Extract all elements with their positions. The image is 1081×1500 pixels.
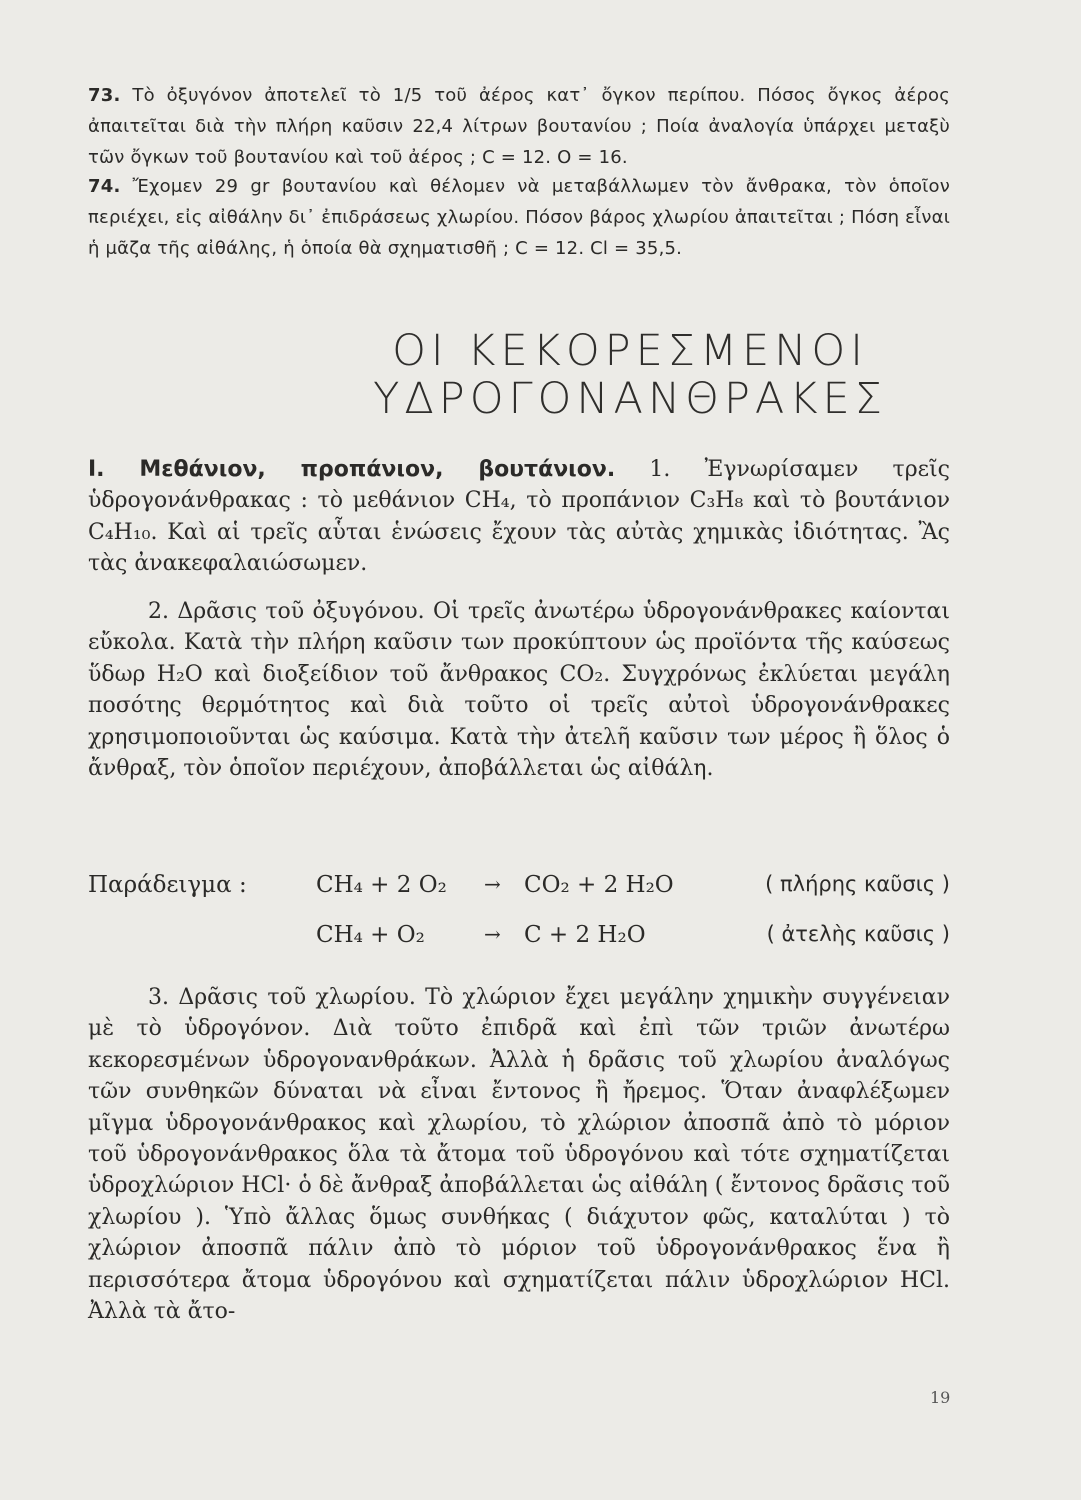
paragraph-text: 3. Δρᾶσις τοῦ χλωρίου. Τὸ χλώριον ἔχει μεγάλην χημικὴν συγγένειαν μὲ τὸ ὑδρογόνον. Διὰ τοῦτο ἐπιδρᾶ καὶ ἐπὶ τῶν τριῶν ἀνωτέρω κεκορεσμένων ὑδρογονανθράκων. Ἀλλὰ ἡ δρᾶσις τοῦ χλωρίου ἀναλόγως τῶν συνθηκῶν δύναται νὰ εἶναι ἔντονος ἢ ἤρεμος. Ὅταν ἀναφλέξωμεν μῖγμα ὑδρογονάνθρακος καὶ χλωρίου, τὸ χλώριον ἀποσπᾶ ἀπὸ τὸ μόριον τοῦ ὑδρογονάνθρακος ὅλα τὰ ἄτομα τοῦ ὑδρογόνου καὶ τότε σχηματίζεται ὑδροχλώριον HCl· ὁ δὲ ἄνθραξ ἀποβάλλεται ὡς αἰθάλη ( ἔντονος δρᾶσις τοῦ χλωρίου ). Ὑπὸ ἄλλας ὅμως συνθήκας ( διάχυτον φῶς, καταλύται ) τὸ χλώριον ἀποσπᾶ πάλιν ἀπὸ τὸ μόριον τοῦ ὑδρογονάνθρακος ἕνα ἢ περισσότερα ἄτομα ὑδρογόνου καὶ σχηματίζεται πάλιν ὑδροχλώριον HCl. Ἀλλὰ τὰ ἄτο-	[88, 985, 950, 1325]
equation-note: ( πλήρης καῦσις )	[765, 872, 950, 896]
equation-reactants: CH₄ + 2 O₂	[316, 872, 447, 898]
page-number: 19	[930, 1388, 951, 1407]
exercise-number: 74.	[88, 176, 121, 197]
exercise-74	[88, 171, 950, 264]
paragraph-3	[88, 982, 950, 1327]
exercise-text: Ἔχομεν 29 gr βουτανίου καὶ θέλομεν νὰ μεταβάλλωμεν τὸν ἄνθρακα, τὸν ὁποῖον περιέχει, εἰς αἰθάλην δι᾽ ἐπιδράσεως χλωρίου. Πόσον βάρος χλωρίου ἀπαιτεῖται ; Πόση εἶναι ἡ μᾶζα τῆς αἰθάλης, ἡ ὁποία θὰ σχηματισθῆ ; C = 12. Cl = 35,5.	[88, 176, 950, 259]
section-heading: Ι. Μεθάνιον, προπάνιον, βουτάνιον.	[88, 457, 616, 482]
exercise-number: 73.	[88, 85, 121, 106]
equation-products: CO₂ + 2 H₂O	[524, 872, 674, 898]
section-text: 1. Ἐγνωρίσαμεν τρεῖς ὑδρογονάνθρακας : τὸ μεθάνιον CH₄, τὸ προπάνιον C₃H₈ καὶ τὸ βουτάνιον C₄H₁₀. Καὶ αἱ τρεῖς αὗται ἑνώσεις ἔχουν τὰς αὐτὰς χημικὰς ἰδιότητας. Ἂς τὰς ἀνακεφαλαιώσωμεν.	[88, 457, 950, 577]
chapter-title-line-2: ΥΔΡΟΓΟΝΑΝΘΡΑΚΕΣ	[373, 374, 887, 424]
example-label: Παράδειγμα :	[88, 872, 247, 898]
equation-reactants: CH₄ + O₂	[316, 922, 425, 948]
exercise-text: Τὸ ὀξυγόνον ἀποτελεῖ τὸ 1/5 τοῦ ἀέρος κατ᾽ ὄγκον περίπου. Πόσος ὄγκος ἀέρος ἀπαιτεῖται διὰ τὴν πλήρη καῦσιν 22,4 λίτρων βουτανίου ; Ποία ἀναλογία ὑπάρχει μεταξὺ τῶν ὄγκων τοῦ βουτανίου καὶ τοῦ ἀέρος ; C = 12. O = 16.	[88, 85, 950, 168]
equation-products: C + 2 H₂O	[524, 922, 646, 948]
reaction-arrow-icon: →	[484, 922, 501, 946]
equation-incomplete-combustion	[88, 922, 950, 962]
exercise-73	[88, 80, 950, 173]
chapter-title-line-1: ΟΙ ΚΕΚΟΡΕΣΜΕΝΟΙ	[392, 326, 868, 376]
section-1-paragraph	[88, 454, 950, 580]
paragraph-text: 2. Δρᾶσις τοῦ ὀξυγόνου. Οἱ τρεῖς ἀνωτέρω ὑδρογονάνθρακες καίονται εὔκολα. Κατὰ τὴν πλήρη καῦσιν των προκύπτουν ὡς προϊόντα τῆς καύσεως ὕδωρ H₂O καὶ διοξείδιον τοῦ ἄνθρακος CO₂. Συγχρόνως ἐκλύεται μεγάλη ποσότης θερμότητος καὶ διὰ τοῦτο οἱ τρεῖς αὐτοὶ ὑδρογονάνθρακες χρησιμοποιοῦνται ὡς καύσιμα. Κατὰ τὴν ἀτελῆ καῦσιν των μέρος ἢ ὅλος ὁ ἄνθραξ, τὸν ὁποῖον περιέχουν, ἀποβάλλεται ὡς αἰθάλη.	[88, 599, 950, 782]
paragraph-2	[88, 596, 950, 784]
equation-complete-combustion	[88, 872, 950, 912]
equation-note: ( ἀτελὴς καῦσις )	[766, 922, 950, 946]
reaction-arrow-icon: →	[484, 872, 501, 896]
